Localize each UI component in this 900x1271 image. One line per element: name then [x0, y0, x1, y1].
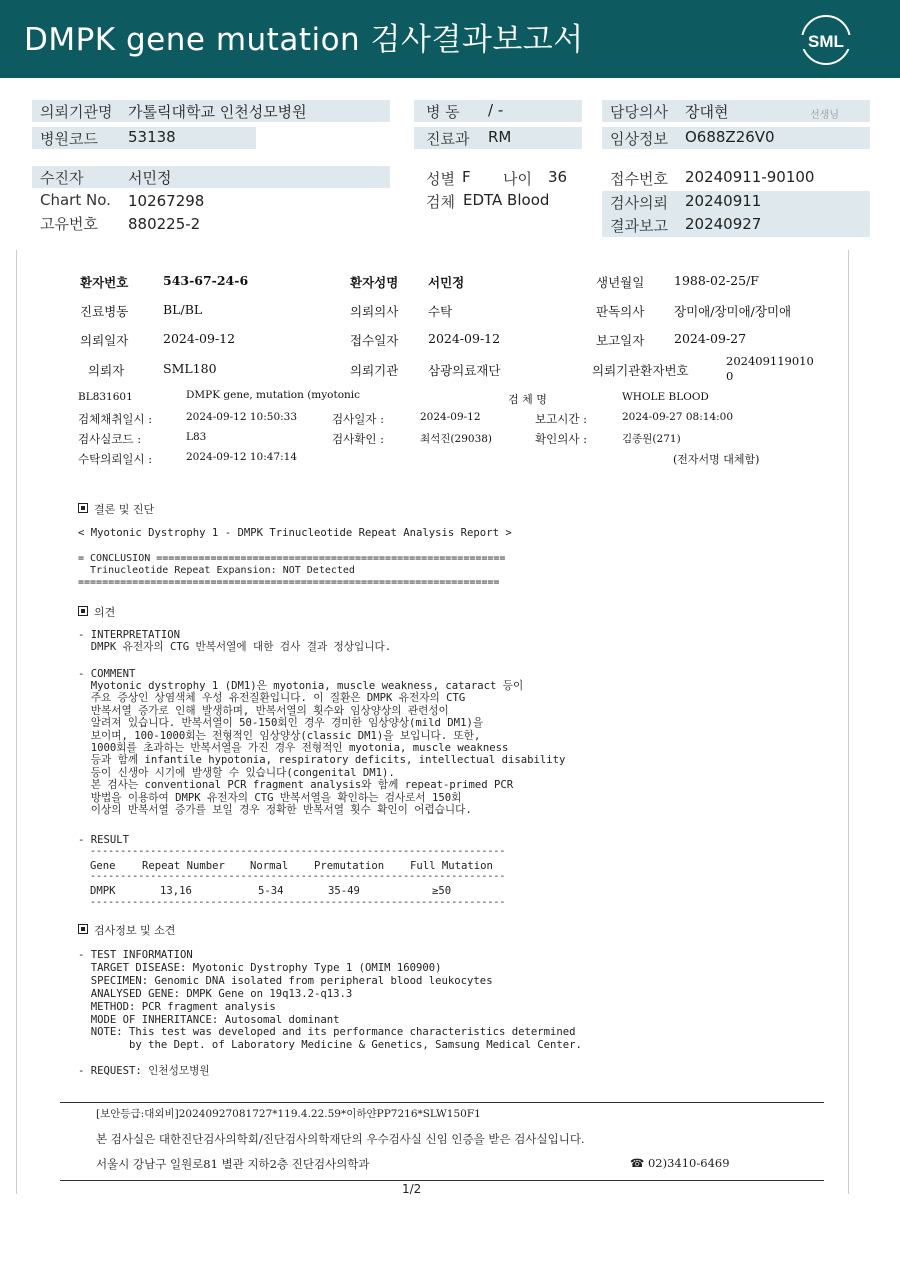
report-header: [0, 0, 900, 78]
comment-line-0: Myotonic dystrophy 1 (DM1)은 myotonia, muscle weakness, cataract 등이: [78, 680, 524, 692]
d1-label1: 검체채취일시 :: [78, 412, 153, 426]
result-col-full-mutation: Full Mutation: [410, 860, 493, 872]
comment-line-2: 반복서열 증가로 인해 발생하며, 반복서열의 횟수와 임상양상의 관련성이: [78, 704, 449, 717]
comment-line-8: 본 검사는 conventional PCR fragment analysis와 함께 repeat-primed PCR: [78, 779, 514, 792]
testinfo-line-4: MODE OF INHERITANCE: Autosomal dominant: [78, 1014, 340, 1026]
d1-label2: 검사일자 :: [332, 412, 384, 426]
ward-label: 병 동: [426, 103, 460, 121]
request-value: 20240911: [685, 192, 762, 210]
result-dash-mid: ---------------------------------------------------------------------: [78, 871, 506, 882]
age-label: 나이: [503, 170, 532, 188]
d2-value3: 김종원(271): [622, 433, 681, 445]
r2-label1: 진료병동: [80, 304, 129, 319]
result-gene: DMPK: [90, 885, 116, 897]
request-line: - REQUEST: 인천성모병원: [78, 1065, 210, 1077]
r3-value1: 2024-09-12: [163, 331, 236, 346]
opinion-section-title: [78, 604, 115, 620]
clinical-value: O688Z26V0: [685, 128, 775, 146]
interpretation-text: DMPK 유전자의 CTG 반복서열에 대한 검사 결과 정상입니다.: [78, 641, 392, 653]
doctor-label: 담당의사: [610, 103, 668, 121]
r1-label1: 환자번호: [80, 275, 129, 290]
r4-label1: 의뢰자: [88, 363, 125, 378]
d2-value1: L83: [186, 431, 207, 443]
r1-value3: 1988-02-25/F: [674, 273, 759, 288]
dept-value: RM: [488, 128, 512, 146]
testinfo-line-0: TARGET DISEASE: Myotonic Dystrophy Type 1 (OMIM 160900): [78, 962, 442, 974]
sml-logo-text: SML: [808, 32, 844, 51]
hospital-label: 의뢰기관명: [40, 103, 113, 121]
age-value: 36: [548, 168, 568, 186]
receipt-value: 20240911-90100: [685, 168, 815, 186]
result-normal: 5-34: [258, 885, 284, 897]
r2-value3: 장미애/장미애/장미애: [674, 304, 792, 319]
chart-value: 10267298: [128, 192, 205, 210]
r2-label3: 판독의사: [596, 304, 645, 319]
patient-label: 수진자: [40, 169, 84, 187]
d2-value2: 최석진(29038): [420, 433, 493, 445]
id-value: 880225-2: [128, 215, 201, 233]
d3-value1: 2024-09-12 10:47:14: [186, 451, 298, 463]
chart-label: Chart No.: [40, 191, 111, 209]
page-border-right: [848, 250, 849, 1194]
report-title: DMPK gene mutation 검사결과보고서: [24, 22, 584, 58]
interpretation-head: - INTERPRETATION: [78, 629, 181, 641]
r4-value3a: 202409119010: [726, 354, 814, 368]
r1-label3: 생년월일: [596, 275, 645, 290]
square-bullet-icon: [78, 503, 88, 513]
comment-line-6: 등과 함께 infantile hypotonia, respiratory deficits, intellectual disability: [78, 754, 566, 767]
comment-line-7: 등이 신생아 시기에 발생할 수 있습니다(congenital DM1).: [78, 766, 395, 779]
result-col-gene: Gene: [90, 860, 116, 872]
d1-value2: 2024-09-12: [420, 411, 481, 423]
doctor-suffix: 선생님: [810, 110, 839, 121]
specimen-label: 검체: [426, 193, 455, 211]
test-name: DMPK gene, mutation (myotonic: [186, 389, 361, 401]
comment-line-5: 1000회를 초과하는 반복서열을 가진 경우 전형적인 myotonia, muscle weakness: [78, 742, 509, 754]
sml-logo: [800, 14, 852, 66]
comment-line-3: 알려져 있습니다. 반복서열이 50-150회인 경우 경미한 임상양상(mild DM1)을: [78, 717, 484, 730]
lab-phone: ☎ 02)3410-6469: [630, 1156, 730, 1170]
page-number: 1/2: [402, 1182, 422, 1196]
doctor-value: 장대현: [685, 103, 729, 121]
r3-label1: 의뢰일자: [80, 333, 129, 348]
r2-value1: BL/BL: [163, 302, 203, 317]
security-line: [보안등급:대외비]20240927081727*119.4.22.59*이하얀PP7216*SLW150F1: [96, 1108, 481, 1120]
info-box-patient: [32, 166, 390, 188]
result-col-normal: Normal: [250, 860, 289, 872]
id-label: 고유번호: [40, 215, 98, 233]
d2-label3: 확인의사 :: [535, 432, 587, 446]
specimen-name-value: WHOLE BLOOD: [622, 391, 709, 403]
r3-value3: 2024-09-27: [674, 331, 747, 346]
d3-label1: 수탁의뢰일시 :: [78, 452, 153, 466]
footer-rule-bottom: [60, 1180, 824, 1181]
specimen-name-label: 검 체 명: [508, 393, 547, 406]
testinfo-head: - TEST INFORMATION: [78, 949, 193, 961]
d1-label3: 보고시간 :: [535, 412, 587, 426]
result-premutation: 35-49: [328, 885, 360, 897]
result-head: - RESULT: [78, 834, 130, 846]
testinfo-section-title: [78, 922, 175, 938]
conclusion-section-title: [78, 501, 154, 517]
d1-value1: 2024-09-12 10:50:33: [186, 411, 298, 423]
report-subtitle: < Myotonic Dystrophy 1 - DMPK Trinucleotide Repeat Analysis Report >: [78, 527, 512, 539]
r2-label2: 의뢰의사: [350, 304, 399, 319]
hospital-value: 가톨릭대학교 인천성모병원: [128, 103, 307, 121]
r4-value3b: 0: [726, 369, 734, 383]
comment-head: - COMMENT: [78, 668, 136, 680]
lab-address: 서울시 강남구 일원로81 별관 지하2층 진단검사의학과: [96, 1157, 370, 1171]
testinfo-title-text: 검사정보 및 소견: [94, 924, 176, 937]
certification-text: 본 검사실은 대한진단검사의학회/진단검사의학재단의 우수검사실 신임 인증을 받은 검사실입니다.: [96, 1132, 585, 1146]
result-label: 결과보고: [610, 217, 668, 235]
d1-value3: 2024-09-27 08:14:00: [622, 411, 734, 423]
clinical-label: 임상정보: [610, 130, 668, 148]
testinfo-line-5: NOTE: This test was developed and its performance characteristics determined: [78, 1026, 576, 1038]
footer-rule-top: [60, 1102, 824, 1103]
result-value: 20240927: [685, 215, 762, 233]
r3-label2: 접수일자: [350, 333, 399, 348]
r4-value1: SML180: [163, 361, 217, 376]
r4-value2: 삼광의료재단: [428, 363, 501, 378]
conclusion-text: Trinucleotide Repeat Expansion: NOT Detected: [78, 565, 355, 576]
page-border-left: [16, 250, 17, 1194]
r1-value1: 543-67-24-6: [163, 273, 249, 288]
receipt-label: 접수번호: [610, 170, 668, 188]
request-label: 검사의뢰: [610, 194, 668, 212]
specimen-value: EDTA Blood: [463, 191, 550, 209]
result-col-repeat: Repeat Number: [142, 860, 225, 872]
result-full-mutation: ≥50: [432, 885, 452, 897]
comment-line-9: 방법을 이용하여 DMPK 유전자의 CTG 반복서열을 확인하는 검사로서 150회: [78, 791, 462, 804]
d2-label1: 검사실코드 :: [78, 432, 142, 446]
result-dash-bottom: ---------------------------------------------------------------------: [78, 897, 506, 908]
r3-label3: 보고일자: [596, 333, 645, 348]
result-repeat: 13,16: [160, 885, 192, 897]
comment-line-1: 주요 증상인 상염색체 우성 유전질환입니다. 이 질환은 DMPK 유전자의 CTG: [78, 692, 466, 705]
square-bullet-icon: [78, 924, 88, 934]
patient-value: 서민정: [128, 169, 172, 187]
r1-label2: 환자성명: [350, 275, 399, 290]
comment-line-4: 보이며, 100-1000회는 전형적인 임상양상(classic DM1)을 보입니다. 또한,: [78, 729, 481, 742]
opinion-title-text: 의견: [94, 606, 116, 619]
dept-label: 진료과: [426, 130, 470, 148]
conclusion-end-rule: ======================================================================: [78, 577, 500, 588]
d2-label2: 검사확인 :: [332, 432, 384, 446]
conclusion-rule: = CONCLUSION ==========================================================: [78, 553, 506, 564]
r1-value2: 서민정: [428, 275, 465, 290]
test-code: BL831601: [78, 391, 133, 403]
testinfo-line-2: ANALYSED GENE: DMPK Gene on 19q13.2-q13.3: [78, 988, 353, 1000]
comment-line-10: 이상의 반복서열 증가를 보일 경우 정확한 반복서열 횟수 확인이 어렵습니다.: [78, 804, 472, 816]
r4-label3: 의뢰기관환자번호: [592, 363, 689, 378]
square-bullet-icon: [78, 606, 88, 616]
testinfo-line-6: by the Dept. of Laboratory Medicine & Genetics, Samsung Medical Center.: [78, 1039, 582, 1051]
code-value: 53138: [128, 128, 176, 146]
ward-value: / -: [488, 101, 504, 119]
r3-value2: 2024-09-12: [428, 331, 501, 346]
code-label: 병원코드: [40, 130, 98, 148]
r2-value2: 수탁: [428, 304, 453, 319]
result-dash-top: ---------------------------------------------------------------------: [78, 846, 506, 857]
conclusion-title-text: 결론 및 진단: [94, 503, 155, 516]
testinfo-line-1: SPECIMEN: Genomic DNA isolated from peripheral blood leukocytes: [78, 975, 493, 987]
sex-value: F: [462, 168, 471, 186]
e-signature-note: (전자서명 대체함): [673, 453, 760, 466]
result-col-premutation: Premutation: [314, 860, 385, 872]
sex-label: 성별: [426, 170, 455, 188]
r4-label2: 의뢰기관: [350, 363, 399, 378]
testinfo-line-3: METHOD: PCR fragment analysis: [78, 1001, 276, 1013]
